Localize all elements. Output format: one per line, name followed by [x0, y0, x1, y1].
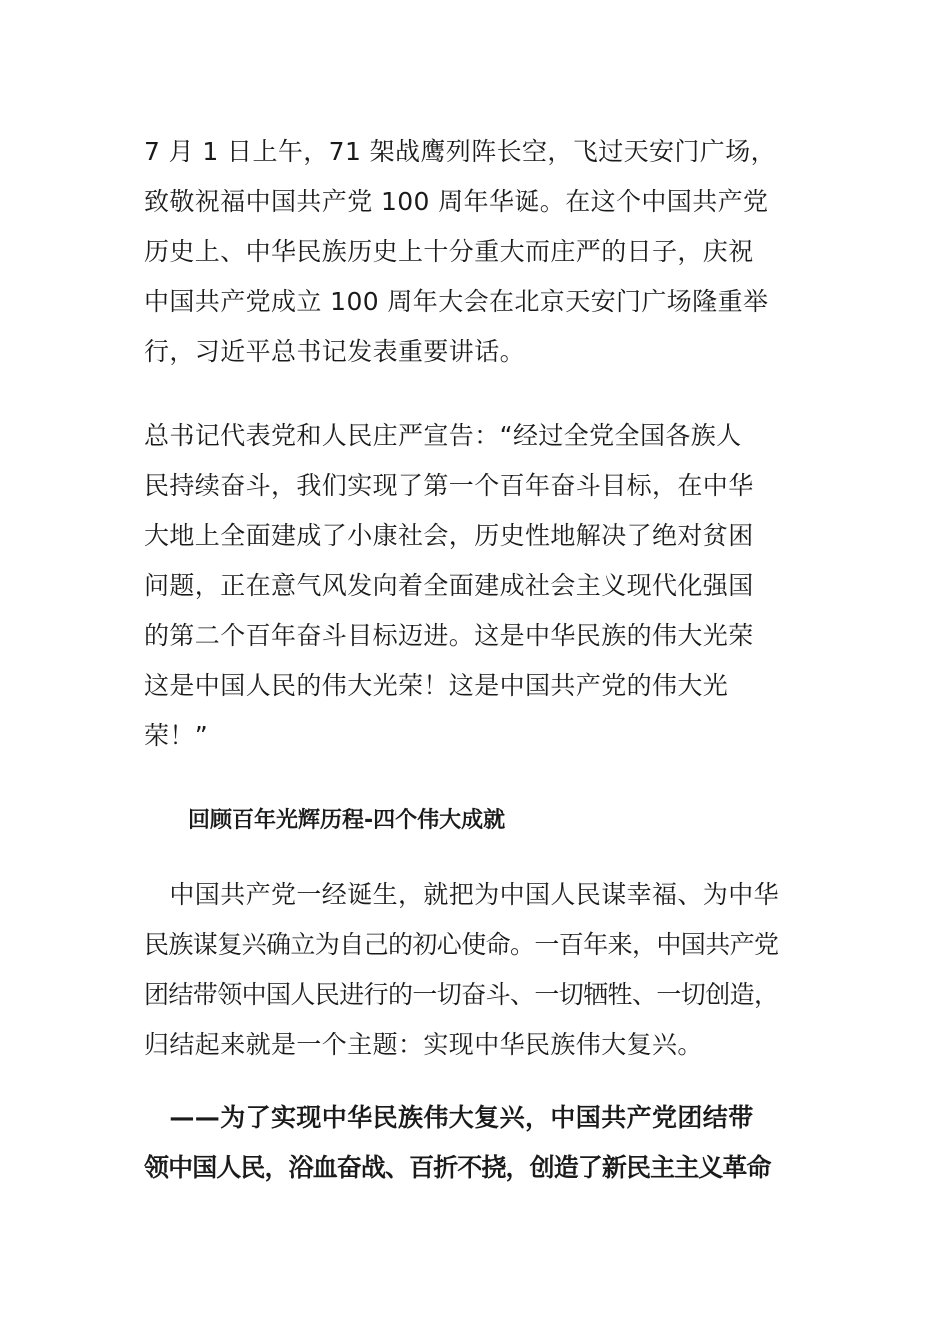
paragraph-1-line-4: 中国共产党成立 100 周年大会在北京天安门广场隆重举	[144, 287, 769, 316]
paragraph-1-line-5: 行，习近平总书记发表重要讲话。	[144, 337, 526, 366]
paragraph-2-line-5: 的第二个百年奋斗目标迈进。这是中华民族的伟大光荣	[144, 621, 754, 650]
paragraph-4-line-2: 领中国人民，浴血奋战、百折不挠，创造了新民主主义革命	[144, 1153, 771, 1182]
paragraph-1-line-1: 7 月 1 日上午，71 架战鹰列阵长空，飞过天安门广场，	[144, 137, 777, 166]
paragraph-2-line-2: 民持续奋斗，我们实现了第一个百年奋斗目标，在中华	[144, 471, 754, 500]
paragraph-1-line-3: 历史上、中华民族历史上十分重大而庄严的日子，庆祝	[144, 237, 754, 266]
paragraph-2-line-6: 这是中国人民的伟大光荣！这是中国共产党的伟大光	[144, 671, 729, 700]
paragraph-3-line-3: 团结带领中国人民进行的一切奋斗、一切牺牲、一切创造，	[144, 980, 779, 1009]
paragraph-4-line-1: ——为了实现中华民族伟大复兴，中国共产党团结带	[144, 1103, 754, 1132]
paragraph-2-line-1: 总书记代表党和人民庄严宣告：“经过全党全国各族人	[144, 421, 742, 450]
paragraph-2-line-4: 问题，正在意气风发向着全面建成社会主义现代化强国	[144, 571, 754, 600]
paragraph-2-line-7: 荣！”	[144, 721, 209, 750]
paragraph-2-line-3: 大地上全面建成了小康社会，历史性地解决了绝对贫困	[144, 521, 754, 550]
paragraph-3-line-4: 归结起来就是一个主题：实现中华民族伟大复兴。	[144, 1030, 703, 1059]
paragraph-3-line-2: 民族谋复兴确立为自己的初心使命。一百年来，中国共产党	[144, 930, 779, 959]
paragraph-1-line-2: 致敬祝福中国共产党 100 周年华诞。在这个中国共产党	[144, 187, 769, 216]
paragraph-3-line-1: 中国共产党一经诞生，就把为中国人民谋幸福、为中华	[144, 880, 780, 909]
section-heading: 回顾百年光辉历程-四个伟大成就	[188, 808, 506, 833]
